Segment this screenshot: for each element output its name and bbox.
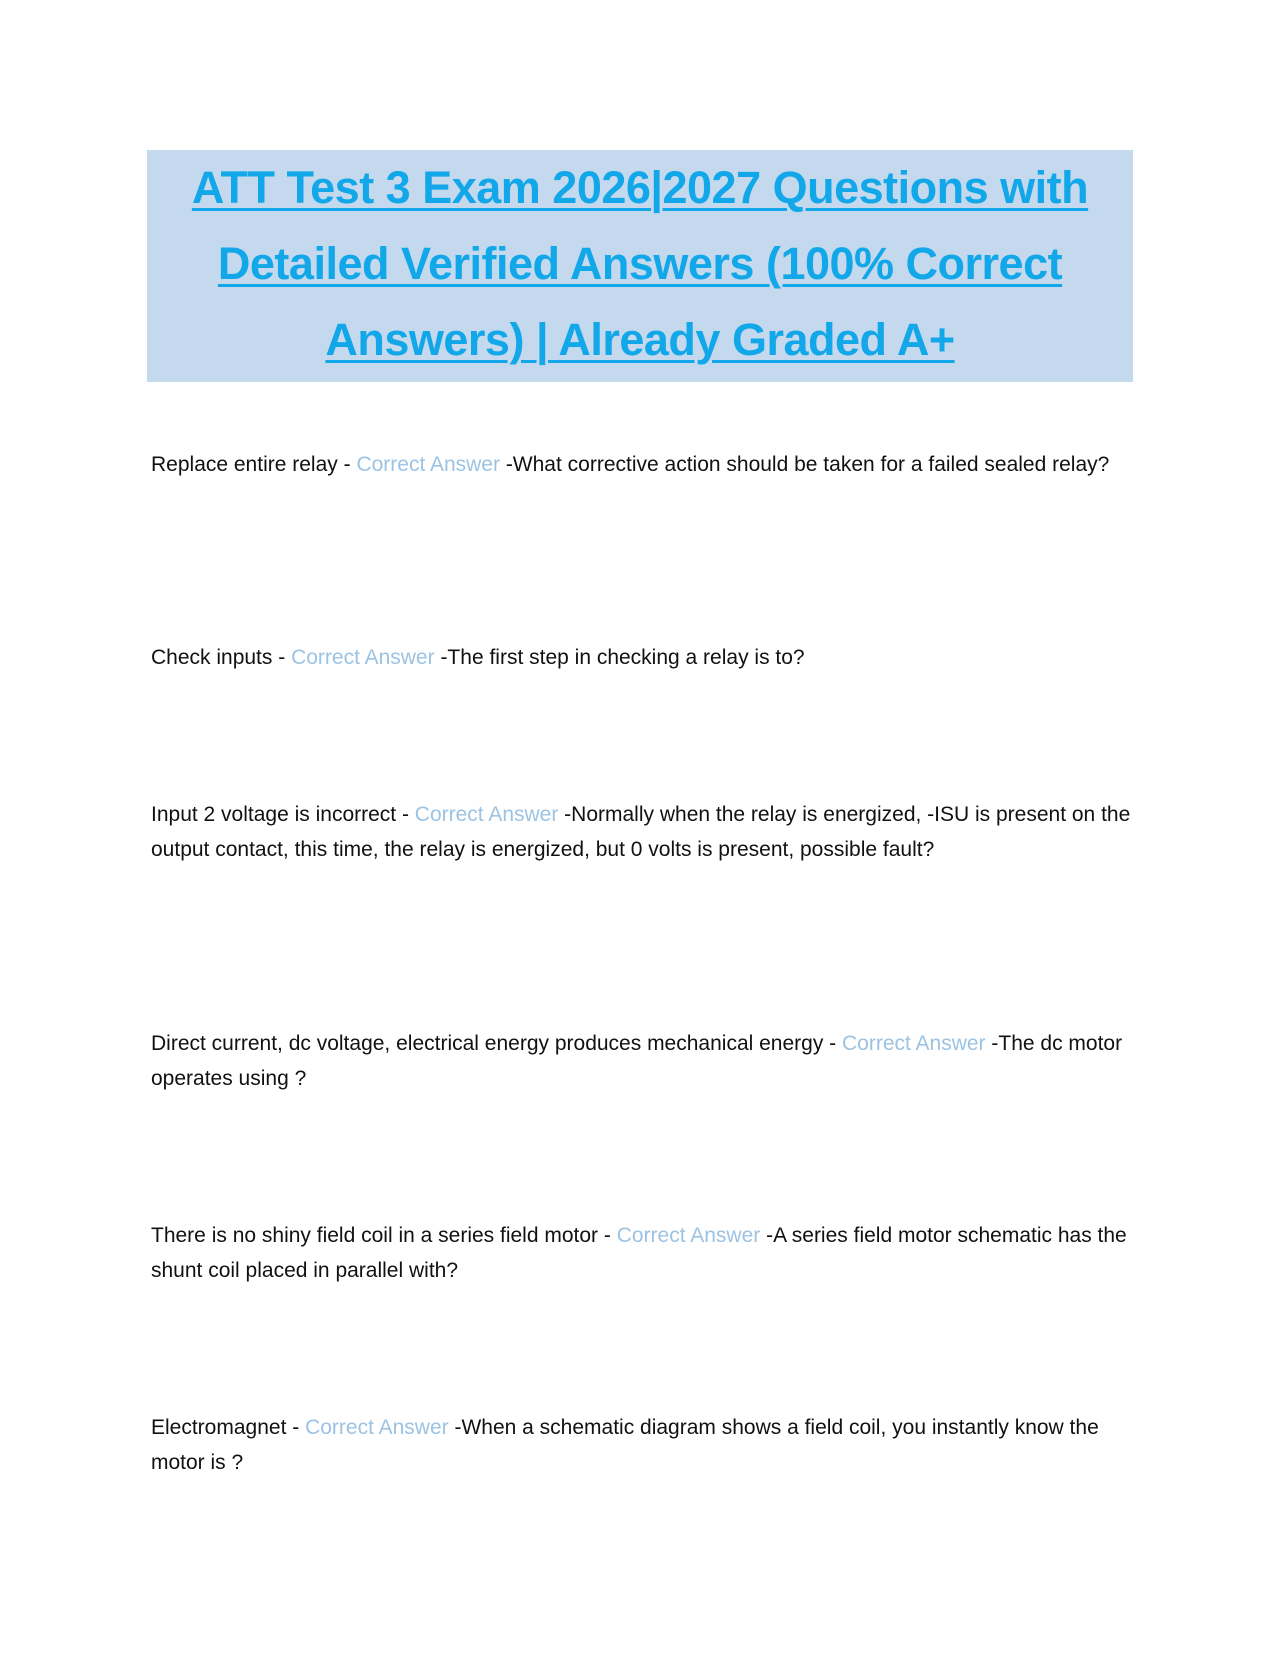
correct-answer-label: Correct Answer <box>291 646 435 669</box>
correct-answer-label: Correct Answer <box>616 1224 761 1247</box>
title-line-2: Detailed Verified Answers (100% Correct <box>217 238 1063 289</box>
answer-text: Direct current, dc voltage, electrical energy produces mechanical energy - <box>151 1032 842 1055</box>
answer-text: There is no shiny field coil in a series field motor - <box>151 1224 617 1247</box>
title-line-1: ATT Test 3 Exam 2026|2027 Questions with <box>191 162 1089 213</box>
correct-answer-label: Correct Answer <box>414 803 559 826</box>
answer-text: Input 2 voltage is incorrect - <box>151 803 415 826</box>
qa-item-3 <box>151 797 1133 867</box>
question-text: -Normally when the relay is energized, -ISU is present on the output contact, this time, the relay is energized, but 0 volts is present, possible fault? <box>151 803 1131 861</box>
question-text: -The first step in checking a relay is to? <box>434 646 805 669</box>
question-text: -The dc motor operates using ? <box>151 1032 1123 1090</box>
qa-item-5 <box>151 1218 1133 1288</box>
answer-text: Replace entire relay - <box>151 453 357 476</box>
qa-item-2 <box>151 640 1133 675</box>
correct-answer-label: Correct Answer <box>305 1416 449 1439</box>
document-title <box>147 150 1133 382</box>
question-text: -When a schematic diagram shows a field coil, you instantly know the motor is ? <box>151 1416 1099 1474</box>
correct-answer-label: Correct Answer <box>842 1032 986 1055</box>
question-text: -A series field motor schematic has the shunt coil placed in parallel with? <box>151 1224 1127 1282</box>
qa-item-1 <box>151 447 1133 482</box>
qa-item-6 <box>151 1410 1133 1480</box>
qa-item-4 <box>151 1026 1133 1096</box>
answer-text: Check inputs - <box>151 646 292 669</box>
question-text: -What corrective action should be taken for a failed sealed relay? <box>499 453 1110 476</box>
answer-text: Electromagnet - <box>151 1416 306 1439</box>
correct-answer-label: Correct Answer <box>356 453 500 476</box>
title-line-3: Answers) | Already Graded A+ <box>325 314 955 365</box>
